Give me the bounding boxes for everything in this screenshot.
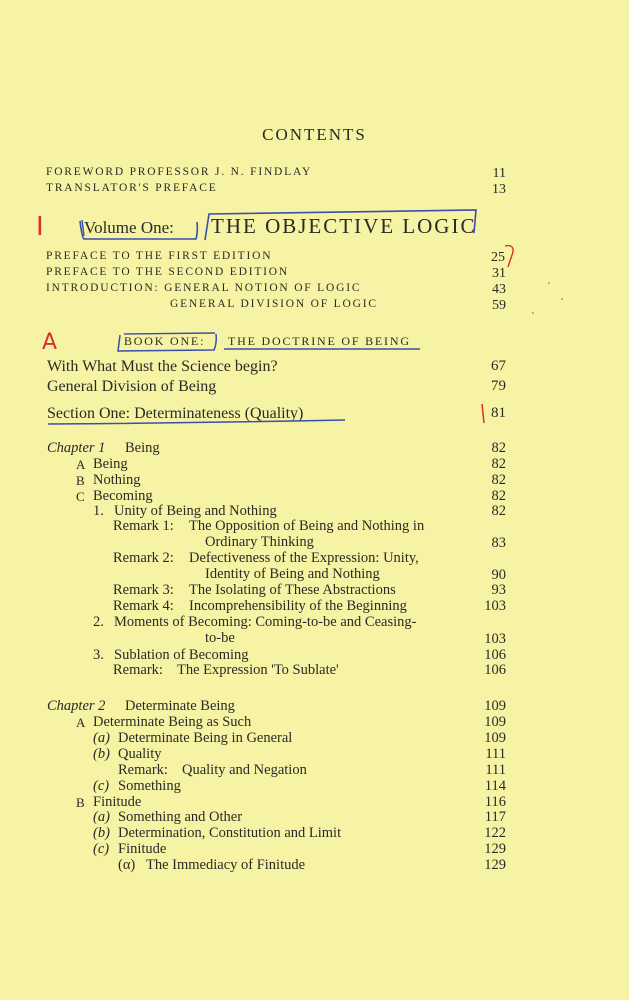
ch2-row-prefix: B [76, 795, 85, 810]
toc-entry-science-begin[interactable]: With What Must the Science begin? [47, 358, 278, 375]
ch1-row-text[interactable]: The Isolating of These Abstractions [189, 582, 396, 598]
ch2-row-text[interactable]: Determinate Being as Such [93, 714, 252, 730]
ch2-row-page: 129 [484, 841, 506, 857]
toc-page-science-begin: 67 [491, 358, 506, 374]
ch1-row-prefix: B [76, 473, 85, 488]
toc-entry-general-division-logic[interactable]: GENERAL DIVISION OF LOGIC [170, 298, 378, 310]
toc-page-foreword: 11 [492, 166, 506, 181]
ch1-row-page: 106 [484, 647, 506, 663]
ch1-row-prefix: Remark 3: [113, 582, 174, 598]
ch1-row-text[interactable]: to-be [205, 630, 235, 646]
ch2-row-prefix: Remark: [118, 762, 168, 778]
red-bracket-25 [505, 246, 513, 267]
ch2-row-prefix: (a) [93, 730, 110, 746]
blue-frame-volume-title [205, 210, 476, 240]
toc-entry-general-division-being[interactable]: General Division of Being [47, 378, 217, 395]
ch1-row-prefix: Remark: [113, 662, 163, 678]
ch2-row-text[interactable]: Determination, Constitution and Limit [118, 825, 342, 841]
section-page: 81 [491, 405, 506, 421]
ch1-row-page: 103 [484, 598, 506, 614]
chapter-2-title[interactable]: Determinate Being [125, 698, 235, 714]
ch1-row-prefix: Remark 1: [113, 518, 174, 534]
ch2-row-page: 111 [485, 746, 506, 762]
blue-bracket-book-one [118, 334, 216, 351]
red-volume-marker: I [36, 212, 44, 242]
ch2-row-text[interactable]: Finitude [93, 794, 142, 810]
chapter-1-title[interactable]: Being [125, 440, 160, 456]
chapter-1-page: 82 [491, 440, 506, 456]
ch1-row-page: 83 [491, 535, 506, 551]
ch2-row-page: 114 [484, 778, 506, 794]
volume-label: Volume One: [84, 218, 174, 237]
ch1-row-text[interactable]: Incomprehensibility of the Beginning [189, 598, 407, 614]
book-label: BOOK ONE: [124, 334, 206, 348]
ch1-row-text[interactable]: Defectiveness of the Expression: Unity, [189, 550, 419, 566]
chapter-2-heading: Chapter 2 [47, 698, 106, 714]
ch1-row-page: 82 [491, 472, 506, 488]
ch2-row-prefix: (α) [118, 857, 136, 873]
ch1-row-prefix: A [76, 457, 86, 472]
red-mark-81 [482, 404, 484, 423]
ch2-row-page: 109 [484, 730, 506, 746]
ch2-row-page: 109 [484, 714, 506, 730]
ch1-row-text[interactable]: Unity of Being and Nothing [114, 503, 277, 519]
ch2-row-prefix: (b) [93, 825, 110, 841]
toc-entry-foreword[interactable]: FOREWORD PROFESSOR J. N. FINDLAY [46, 166, 313, 178]
ch2-row-page: 122 [484, 825, 506, 841]
ch1-row-page: 82 [491, 488, 506, 504]
red-dot [561, 298, 563, 300]
red-dot [532, 312, 534, 314]
toc-entry-preface-second[interactable]: PREFACE TO THE SECOND EDITION [46, 266, 290, 278]
toc-entry-translators-preface[interactable]: TRANSLATOR'S PREFACE [46, 182, 218, 194]
blue-bracket-volume-one [80, 221, 197, 239]
blue-underline-section [48, 420, 345, 424]
section-heading[interactable]: Section One: Determinateness (Quality) [47, 405, 304, 422]
red-dot [548, 282, 550, 284]
ch2-row-prefix: (a) [93, 809, 110, 825]
ch1-row-text[interactable]: Nothing [93, 472, 141, 488]
ch1-row-prefix: 1. [93, 503, 104, 519]
ch2-row-prefix: (c) [93, 778, 110, 794]
book-title[interactable]: THE DOCTRINE OF BEING [228, 334, 411, 348]
ch2-row-text[interactable]: Something [118, 778, 181, 794]
ch2-row-text[interactable]: Quality [118, 746, 162, 762]
toc-entry-introduction[interactable]: INTRODUCTION: GENERAL NOTION OF LOGIC [46, 282, 362, 294]
ch1-row-page: 93 [491, 582, 506, 598]
ch1-row-text[interactable]: The Expression 'To Sublate' [177, 662, 339, 678]
ch2-row-text[interactable]: The Immediacy of Finitude [146, 857, 306, 873]
ch1-row-text[interactable]: Ordinary Thinking [205, 534, 314, 550]
ch2-row-text[interactable]: Finitude [118, 841, 167, 857]
ch1-row-text[interactable]: The Opposition of Being and Nothing in [189, 518, 425, 534]
ch1-row-page: 103 [484, 631, 506, 647]
ch2-row-text[interactable]: Quality and Negation [182, 762, 307, 778]
ch2-row-page: 111 [485, 762, 506, 778]
ch2-row-page: 129 [484, 857, 506, 873]
ch1-row-text[interactable]: Becoming [93, 488, 153, 504]
ch1-row-prefix: 3. [93, 647, 104, 663]
ch2-row-text[interactable]: Something and Other [118, 809, 243, 825]
volume-title[interactable]: THE OBJECTIVE LOGIC [211, 214, 477, 238]
ch2-row-prefix: (b) [93, 746, 110, 762]
ch2-row-page: 116 [484, 794, 506, 810]
toc-page-preface-first: 25 [491, 250, 505, 265]
toc-page-general-division-logic: 59 [492, 298, 506, 313]
ch1-row-prefix: Remark 4: [113, 598, 174, 614]
blue-stroke [124, 333, 215, 334]
ch1-row-prefix: C [76, 489, 85, 504]
toc-page-introduction: 43 [492, 282, 506, 297]
ch2-row-prefix: (c) [93, 841, 110, 857]
ch1-row-page: 106 [484, 662, 506, 678]
ch1-row-text[interactable]: Identity of Being and Nothing [205, 566, 380, 582]
toc-entry-preface-first[interactable]: PREFACE TO THE FIRST EDITION [46, 250, 273, 262]
ch1-row-page: 82 [491, 503, 506, 519]
ch1-row-text[interactable]: Moments of Becoming: Coming-to-be and Ceasing- [114, 614, 417, 630]
ch1-row-page: 82 [491, 456, 506, 472]
red-book-marker: A [42, 330, 58, 355]
chapter-2-page: 109 [484, 698, 506, 714]
ch1-row-text[interactable]: Being [93, 456, 128, 472]
ch1-row-text[interactable]: Sublation of Becoming [114, 647, 249, 663]
ch1-row-page: 90 [491, 567, 506, 583]
toc-page-general-division-being: 79 [491, 378, 506, 394]
chapter-1-heading: Chapter 1 [47, 440, 106, 456]
toc-page-preface-second: 31 [492, 266, 506, 281]
page-title: CONTENTS [262, 125, 367, 144]
ch1-row-prefix: 2. [93, 614, 104, 630]
ch2-row-prefix: A [76, 715, 86, 730]
ch2-row-text[interactable]: Determinate Being in General [118, 730, 293, 746]
ch1-row-prefix: Remark 2: [113, 550, 174, 566]
ch2-row-page: 117 [484, 809, 506, 825]
toc-page-translators-preface: 13 [492, 182, 506, 197]
